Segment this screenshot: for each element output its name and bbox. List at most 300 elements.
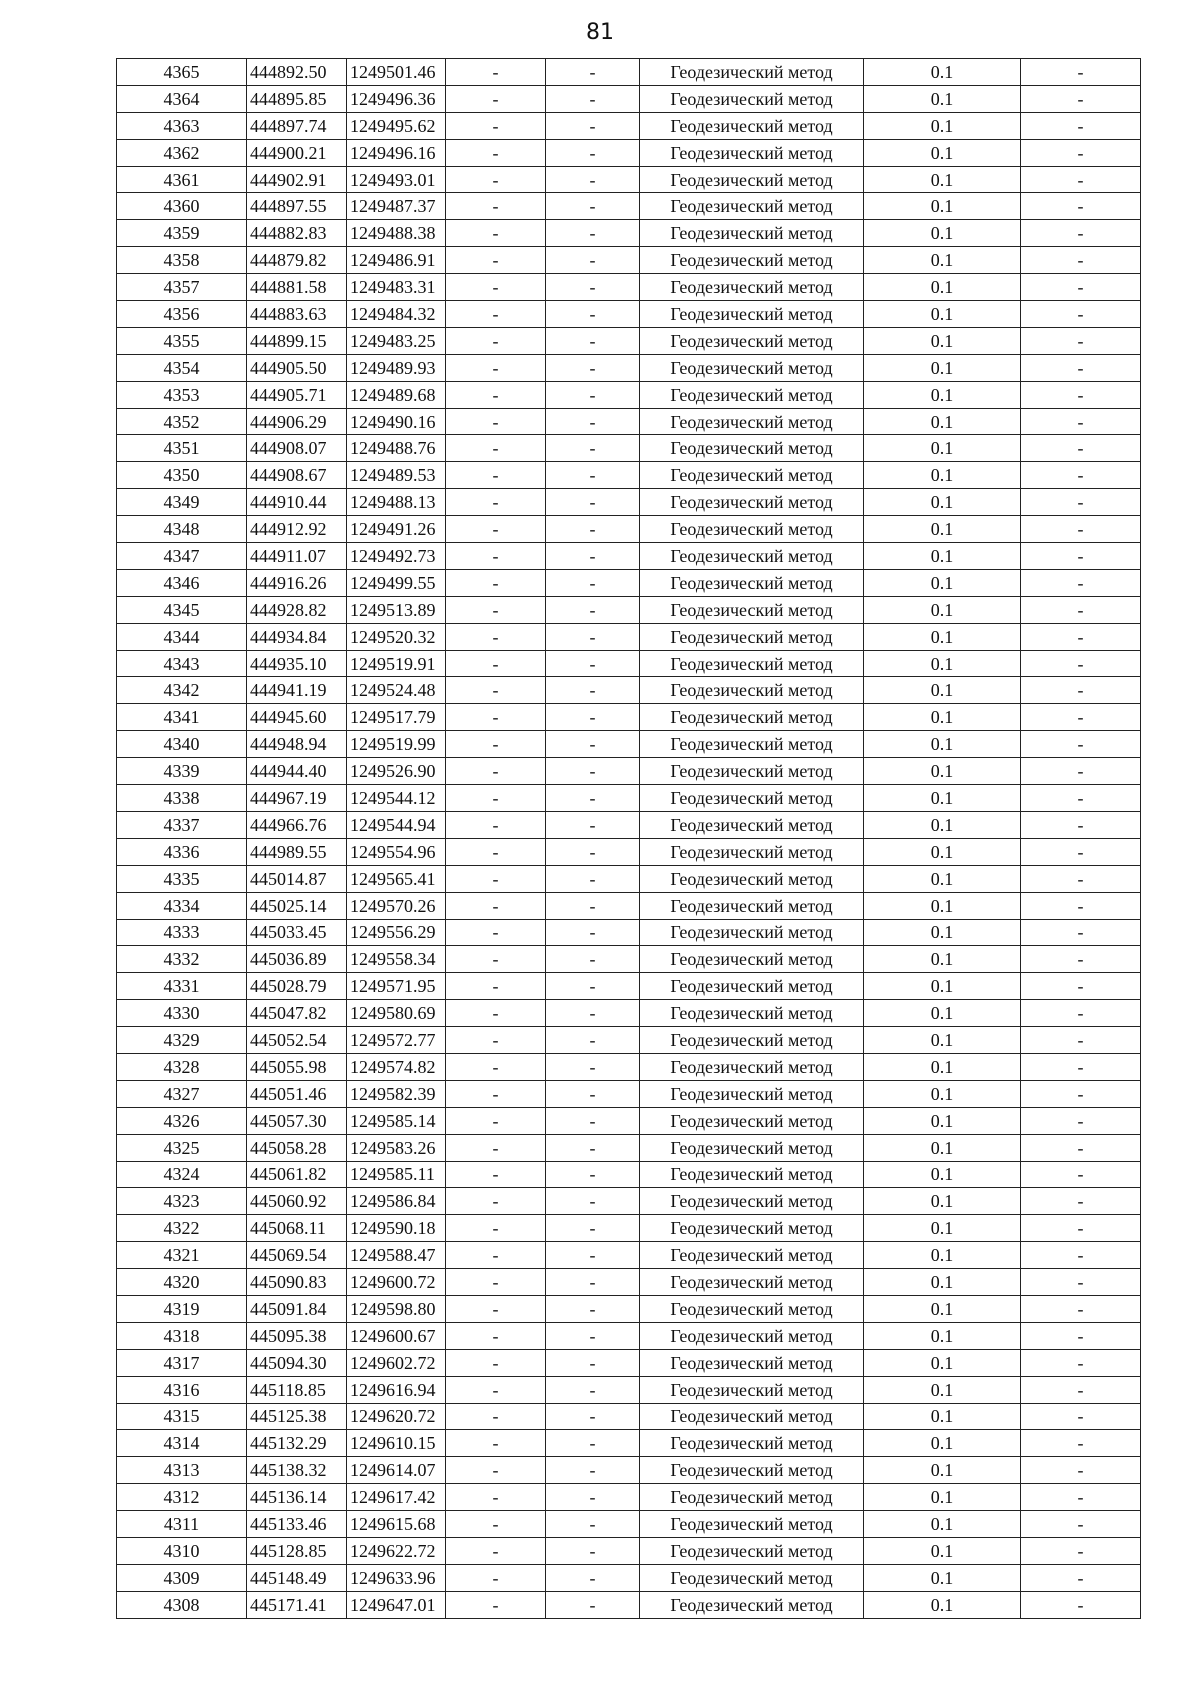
column-4-cell: - (446, 543, 546, 570)
column-4-cell: - (446, 704, 546, 731)
point-number-cell: 4313 (117, 1457, 247, 1484)
y-coordinate-cell: 1249489.53 (347, 462, 446, 489)
x-coordinate-cell: 444910.44 (247, 489, 347, 516)
column-5-cell: - (546, 1242, 640, 1269)
column-5-cell: - (546, 1322, 640, 1349)
accuracy-cell: 0.1 (864, 220, 1021, 247)
accuracy-cell: 0.1 (864, 1080, 1021, 1107)
x-coordinate-cell: 444897.55 (247, 193, 347, 220)
accuracy-cell: 0.1 (864, 1188, 1021, 1215)
column-8-cell: - (1021, 1188, 1141, 1215)
method-cell: Геодезический метод (640, 85, 864, 112)
point-number-cell: 4322 (117, 1215, 247, 1242)
column-4-cell: - (446, 435, 546, 462)
x-coordinate-cell: 445132.29 (247, 1430, 347, 1457)
accuracy-cell: 0.1 (864, 1322, 1021, 1349)
column-8-cell: - (1021, 1269, 1141, 1296)
column-4-cell: - (446, 1242, 546, 1269)
x-coordinate-cell: 444908.07 (247, 435, 347, 462)
table-row (117, 758, 1141, 785)
y-coordinate-cell: 1249571.95 (347, 973, 446, 1000)
accuracy-cell: 0.1 (864, 1376, 1021, 1403)
column-8-cell: - (1021, 435, 1141, 462)
accuracy-cell: 0.1 (864, 112, 1021, 139)
method-cell: Геодезический метод (640, 1564, 864, 1591)
column-5-cell: - (546, 1484, 640, 1511)
y-coordinate-cell: 1249489.93 (347, 354, 446, 381)
y-coordinate-cell: 1249586.84 (347, 1188, 446, 1215)
x-coordinate-cell: 445060.92 (247, 1188, 347, 1215)
method-cell: Геодезический метод (640, 677, 864, 704)
y-coordinate-cell: 1249582.39 (347, 1080, 446, 1107)
column-5-cell: - (546, 1376, 640, 1403)
point-number-cell: 4324 (117, 1161, 247, 1188)
x-coordinate-cell: 445052.54 (247, 1027, 347, 1054)
method-cell: Геодезический метод (640, 1161, 864, 1188)
accuracy-cell: 0.1 (864, 838, 1021, 865)
column-4-cell: - (446, 919, 546, 946)
column-5-cell: - (546, 569, 640, 596)
x-coordinate-cell: 445025.14 (247, 892, 347, 919)
x-coordinate-cell: 444892.50 (247, 59, 347, 86)
column-8-cell: - (1021, 811, 1141, 838)
table-row (117, 1403, 1141, 1430)
column-8-cell: - (1021, 1457, 1141, 1484)
column-5-cell: - (546, 704, 640, 731)
method-cell: Геодезический метод (640, 1000, 864, 1027)
method-cell: Геодезический метод (640, 1134, 864, 1161)
column-4-cell: - (446, 1457, 546, 1484)
method-cell: Геодезический метод (640, 1403, 864, 1430)
table-row (117, 1295, 1141, 1322)
column-4-cell: - (446, 1269, 546, 1296)
column-8-cell: - (1021, 919, 1141, 946)
y-coordinate-cell: 1249495.62 (347, 112, 446, 139)
y-coordinate-cell: 1249489.68 (347, 381, 446, 408)
x-coordinate-cell: 445095.38 (247, 1322, 347, 1349)
column-5-cell: - (546, 1511, 640, 1538)
table-row (117, 731, 1141, 758)
column-4-cell: - (446, 1053, 546, 1080)
column-5-cell: - (546, 892, 640, 919)
column-5-cell: - (546, 1161, 640, 1188)
table-row (117, 220, 1141, 247)
point-number-cell: 4309 (117, 1564, 247, 1591)
column-8-cell: - (1021, 1161, 1141, 1188)
method-cell: Геодезический метод (640, 1027, 864, 1054)
column-8-cell: - (1021, 1430, 1141, 1457)
method-cell: Геодезический метод (640, 892, 864, 919)
column-5-cell: - (546, 301, 640, 328)
accuracy-cell: 0.1 (864, 193, 1021, 220)
column-4-cell: - (446, 193, 546, 220)
accuracy-cell: 0.1 (864, 435, 1021, 462)
column-5-cell: - (546, 247, 640, 274)
method-cell: Геодезический метод (640, 838, 864, 865)
column-8-cell: - (1021, 247, 1141, 274)
table-row (117, 1430, 1141, 1457)
column-5-cell: - (546, 1188, 640, 1215)
x-coordinate-cell: 445047.82 (247, 1000, 347, 1027)
point-number-cell: 4325 (117, 1134, 247, 1161)
table-row (117, 1134, 1141, 1161)
point-number-cell: 4345 (117, 596, 247, 623)
table-row (117, 1322, 1141, 1349)
y-coordinate-cell: 1249617.42 (347, 1484, 446, 1511)
column-8-cell: - (1021, 596, 1141, 623)
column-4-cell: - (446, 408, 546, 435)
column-5-cell: - (546, 758, 640, 785)
accuracy-cell: 0.1 (864, 1242, 1021, 1269)
column-8-cell: - (1021, 1295, 1141, 1322)
table-row (117, 1537, 1141, 1564)
table-row (117, 543, 1141, 570)
column-5-cell: - (546, 274, 640, 301)
x-coordinate-cell: 445033.45 (247, 919, 347, 946)
y-coordinate-cell: 1249484.32 (347, 301, 446, 328)
accuracy-cell: 0.1 (864, 489, 1021, 516)
column-4-cell: - (446, 1349, 546, 1376)
table-row (117, 381, 1141, 408)
column-4-cell: - (446, 1107, 546, 1134)
y-coordinate-cell: 1249526.90 (347, 758, 446, 785)
column-5-cell: - (546, 1430, 640, 1457)
point-number-cell: 4332 (117, 946, 247, 973)
point-number-cell: 4310 (117, 1537, 247, 1564)
accuracy-cell: 0.1 (864, 865, 1021, 892)
x-coordinate-cell: 445128.85 (247, 1537, 347, 1564)
method-cell: Геодезический метод (640, 112, 864, 139)
table-row (117, 59, 1141, 86)
accuracy-cell: 0.1 (864, 327, 1021, 354)
y-coordinate-cell: 1249483.31 (347, 274, 446, 301)
table-row (117, 1242, 1141, 1269)
method-cell: Геодезический метод (640, 1430, 864, 1457)
y-coordinate-cell: 1249483.25 (347, 327, 446, 354)
column-5-cell: - (546, 85, 640, 112)
method-cell: Геодезический метод (640, 247, 864, 274)
point-number-cell: 4308 (117, 1591, 247, 1618)
point-number-cell: 4338 (117, 785, 247, 812)
method-cell: Геодезический метод (640, 731, 864, 758)
x-coordinate-cell: 445061.82 (247, 1161, 347, 1188)
column-8-cell: - (1021, 1053, 1141, 1080)
table-row (117, 1376, 1141, 1403)
accuracy-cell: 0.1 (864, 1134, 1021, 1161)
x-coordinate-cell: 445051.46 (247, 1080, 347, 1107)
column-4-cell: - (446, 247, 546, 274)
x-coordinate-cell: 444935.10 (247, 650, 347, 677)
column-8-cell: - (1021, 1027, 1141, 1054)
point-number-cell: 4340 (117, 731, 247, 758)
table-row (117, 1457, 1141, 1484)
x-coordinate-cell: 445028.79 (247, 973, 347, 1000)
method-cell: Геодезический метод (640, 919, 864, 946)
point-number-cell: 4317 (117, 1349, 247, 1376)
accuracy-cell: 0.1 (864, 354, 1021, 381)
column-4-cell: - (446, 1564, 546, 1591)
table-row (117, 623, 1141, 650)
y-coordinate-cell: 1249574.82 (347, 1053, 446, 1080)
y-coordinate-cell: 1249572.77 (347, 1027, 446, 1054)
accuracy-cell: 0.1 (864, 274, 1021, 301)
column-4-cell: - (446, 650, 546, 677)
column-8-cell: - (1021, 1484, 1141, 1511)
table-row (117, 354, 1141, 381)
accuracy-cell: 0.1 (864, 946, 1021, 973)
y-coordinate-cell: 1249519.99 (347, 731, 446, 758)
column-5-cell: - (546, 973, 640, 1000)
accuracy-cell: 0.1 (864, 1269, 1021, 1296)
accuracy-cell: 0.1 (864, 623, 1021, 650)
table-row (117, 1591, 1141, 1618)
accuracy-cell: 0.1 (864, 301, 1021, 328)
point-number-cell: 4348 (117, 516, 247, 543)
accuracy-cell: 0.1 (864, 1053, 1021, 1080)
method-cell: Геодезический метод (640, 596, 864, 623)
column-5-cell: - (546, 1134, 640, 1161)
y-coordinate-cell: 1249602.72 (347, 1349, 446, 1376)
column-4-cell: - (446, 973, 546, 1000)
point-number-cell: 4349 (117, 489, 247, 516)
method-cell: Геодезический метод (640, 193, 864, 220)
point-number-cell: 4326 (117, 1107, 247, 1134)
table-row (117, 1107, 1141, 1134)
point-number-cell: 4339 (117, 758, 247, 785)
point-number-cell: 4327 (117, 1080, 247, 1107)
table-row (117, 112, 1141, 139)
method-cell: Геодезический метод (640, 220, 864, 247)
y-coordinate-cell: 1249554.96 (347, 838, 446, 865)
column-8-cell: - (1021, 704, 1141, 731)
y-coordinate-cell: 1249585.14 (347, 1107, 446, 1134)
method-cell: Геодезический метод (640, 59, 864, 86)
column-8-cell: - (1021, 973, 1141, 1000)
x-coordinate-cell: 444934.84 (247, 623, 347, 650)
column-8-cell: - (1021, 59, 1141, 86)
method-cell: Геодезический метод (640, 543, 864, 570)
column-5-cell: - (546, 731, 640, 758)
point-number-cell: 4320 (117, 1269, 247, 1296)
table-row (117, 838, 1141, 865)
table-row (117, 435, 1141, 462)
y-coordinate-cell: 1249493.01 (347, 166, 446, 193)
x-coordinate-cell: 444967.19 (247, 785, 347, 812)
column-4-cell: - (446, 731, 546, 758)
point-number-cell: 4364 (117, 85, 247, 112)
column-4-cell: - (446, 516, 546, 543)
accuracy-cell: 0.1 (864, 677, 1021, 704)
column-8-cell: - (1021, 785, 1141, 812)
y-coordinate-cell: 1249614.07 (347, 1457, 446, 1484)
column-8-cell: - (1021, 354, 1141, 381)
column-8-cell: - (1021, 139, 1141, 166)
accuracy-cell: 0.1 (864, 785, 1021, 812)
x-coordinate-cell: 444908.67 (247, 462, 347, 489)
column-4-cell: - (446, 865, 546, 892)
point-number-cell: 4323 (117, 1188, 247, 1215)
column-8-cell: - (1021, 1564, 1141, 1591)
accuracy-cell: 0.1 (864, 811, 1021, 838)
x-coordinate-cell: 445118.85 (247, 1376, 347, 1403)
column-8-cell: - (1021, 462, 1141, 489)
point-number-cell: 4358 (117, 247, 247, 274)
point-number-cell: 4347 (117, 543, 247, 570)
y-coordinate-cell: 1249487.37 (347, 193, 446, 220)
table-row (117, 1027, 1141, 1054)
accuracy-cell: 0.1 (864, 1564, 1021, 1591)
column-4-cell: - (446, 946, 546, 973)
column-4-cell: - (446, 1322, 546, 1349)
method-cell: Геодезический метод (640, 516, 864, 543)
accuracy-cell: 0.1 (864, 1484, 1021, 1511)
column-8-cell: - (1021, 838, 1141, 865)
column-8-cell: - (1021, 381, 1141, 408)
y-coordinate-cell: 1249501.46 (347, 59, 446, 86)
table-row (117, 704, 1141, 731)
accuracy-cell: 0.1 (864, 596, 1021, 623)
method-cell: Геодезический метод (640, 1188, 864, 1215)
accuracy-cell: 0.1 (864, 569, 1021, 596)
x-coordinate-cell: 444911.07 (247, 543, 347, 570)
table-row (117, 785, 1141, 812)
method-cell: Геодезический метод (640, 1322, 864, 1349)
table-row (117, 166, 1141, 193)
table-row (117, 973, 1141, 1000)
method-cell: Геодезический метод (640, 327, 864, 354)
x-coordinate-cell: 444944.40 (247, 758, 347, 785)
x-coordinate-cell: 444945.60 (247, 704, 347, 731)
x-coordinate-cell: 444966.76 (247, 811, 347, 838)
column-4-cell: - (446, 677, 546, 704)
y-coordinate-cell: 1249496.16 (347, 139, 446, 166)
table-row (117, 193, 1141, 220)
point-number-cell: 4355 (117, 327, 247, 354)
y-coordinate-cell: 1249620.72 (347, 1403, 446, 1430)
accuracy-cell: 0.1 (864, 1215, 1021, 1242)
column-5-cell: - (546, 865, 640, 892)
x-coordinate-cell: 445133.46 (247, 1511, 347, 1538)
method-cell: Геодезический метод (640, 1591, 864, 1618)
table-row (117, 1080, 1141, 1107)
point-number-cell: 4335 (117, 865, 247, 892)
method-cell: Геодезический метод (640, 435, 864, 462)
column-8-cell: - (1021, 731, 1141, 758)
accuracy-cell: 0.1 (864, 462, 1021, 489)
method-cell: Геодезический метод (640, 166, 864, 193)
point-number-cell: 4342 (117, 677, 247, 704)
point-number-cell: 4343 (117, 650, 247, 677)
point-number-cell: 4321 (117, 1242, 247, 1269)
point-number-cell: 4337 (117, 811, 247, 838)
y-coordinate-cell: 1249488.76 (347, 435, 446, 462)
column-4-cell: - (446, 892, 546, 919)
method-cell: Геодезический метод (640, 569, 864, 596)
column-5-cell: - (546, 1053, 640, 1080)
method-cell: Геодезический метод (640, 704, 864, 731)
column-5-cell: - (546, 543, 640, 570)
accuracy-cell: 0.1 (864, 731, 1021, 758)
column-4-cell: - (446, 1591, 546, 1618)
y-coordinate-cell: 1249585.11 (347, 1161, 446, 1188)
method-cell: Геодезический метод (640, 354, 864, 381)
column-5-cell: - (546, 677, 640, 704)
table-row (117, 650, 1141, 677)
y-coordinate-cell: 1249556.29 (347, 919, 446, 946)
y-coordinate-cell: 1249499.55 (347, 569, 446, 596)
column-5-cell: - (546, 1107, 640, 1134)
x-coordinate-cell: 444928.82 (247, 596, 347, 623)
x-coordinate-cell: 445148.49 (247, 1564, 347, 1591)
column-5-cell: - (546, 166, 640, 193)
column-4-cell: - (446, 1537, 546, 1564)
column-8-cell: - (1021, 1000, 1141, 1027)
table-row (117, 274, 1141, 301)
accuracy-cell: 0.1 (864, 1027, 1021, 1054)
column-5-cell: - (546, 381, 640, 408)
table-row (117, 677, 1141, 704)
column-4-cell: - (446, 489, 546, 516)
method-cell: Геодезический метод (640, 274, 864, 301)
point-number-cell: 4312 (117, 1484, 247, 1511)
table-row (117, 892, 1141, 919)
y-coordinate-cell: 1249490.16 (347, 408, 446, 435)
column-4-cell: - (446, 1161, 546, 1188)
x-coordinate-cell: 444882.83 (247, 220, 347, 247)
column-5-cell: - (546, 650, 640, 677)
column-5-cell: - (546, 462, 640, 489)
accuracy-cell: 0.1 (864, 1295, 1021, 1322)
table-row (117, 408, 1141, 435)
column-5-cell: - (546, 139, 640, 166)
method-cell: Геодезический метод (640, 1107, 864, 1134)
method-cell: Геодезический метод (640, 381, 864, 408)
x-coordinate-cell: 445036.89 (247, 946, 347, 973)
column-4-cell: - (446, 381, 546, 408)
point-number-cell: 4360 (117, 193, 247, 220)
column-8-cell: - (1021, 1080, 1141, 1107)
column-8-cell: - (1021, 1215, 1141, 1242)
y-coordinate-cell: 1249544.12 (347, 785, 446, 812)
column-5-cell: - (546, 435, 640, 462)
method-cell: Геодезический метод (640, 1215, 864, 1242)
point-number-cell: 4318 (117, 1322, 247, 1349)
column-8-cell: - (1021, 623, 1141, 650)
x-coordinate-cell: 444902.91 (247, 166, 347, 193)
method-cell: Геодезический метод (640, 1349, 864, 1376)
x-coordinate-cell: 444883.63 (247, 301, 347, 328)
point-number-cell: 4363 (117, 112, 247, 139)
column-8-cell: - (1021, 543, 1141, 570)
y-coordinate-cell: 1249600.67 (347, 1322, 446, 1349)
accuracy-cell: 0.1 (864, 139, 1021, 166)
column-4-cell: - (446, 1484, 546, 1511)
column-5-cell: - (546, 112, 640, 139)
column-8-cell: - (1021, 892, 1141, 919)
column-5-cell: - (546, 1564, 640, 1591)
method-cell: Геодезический метод (640, 408, 864, 435)
method-cell: Геодезический метод (640, 489, 864, 516)
x-coordinate-cell: 444899.15 (247, 327, 347, 354)
column-4-cell: - (446, 139, 546, 166)
column-8-cell: - (1021, 301, 1141, 328)
table-row (117, 1269, 1141, 1296)
y-coordinate-cell: 1249486.91 (347, 247, 446, 274)
method-cell: Геодезический метод (640, 1053, 864, 1080)
point-number-cell: 4334 (117, 892, 247, 919)
column-5-cell: - (546, 220, 640, 247)
accuracy-cell: 0.1 (864, 919, 1021, 946)
